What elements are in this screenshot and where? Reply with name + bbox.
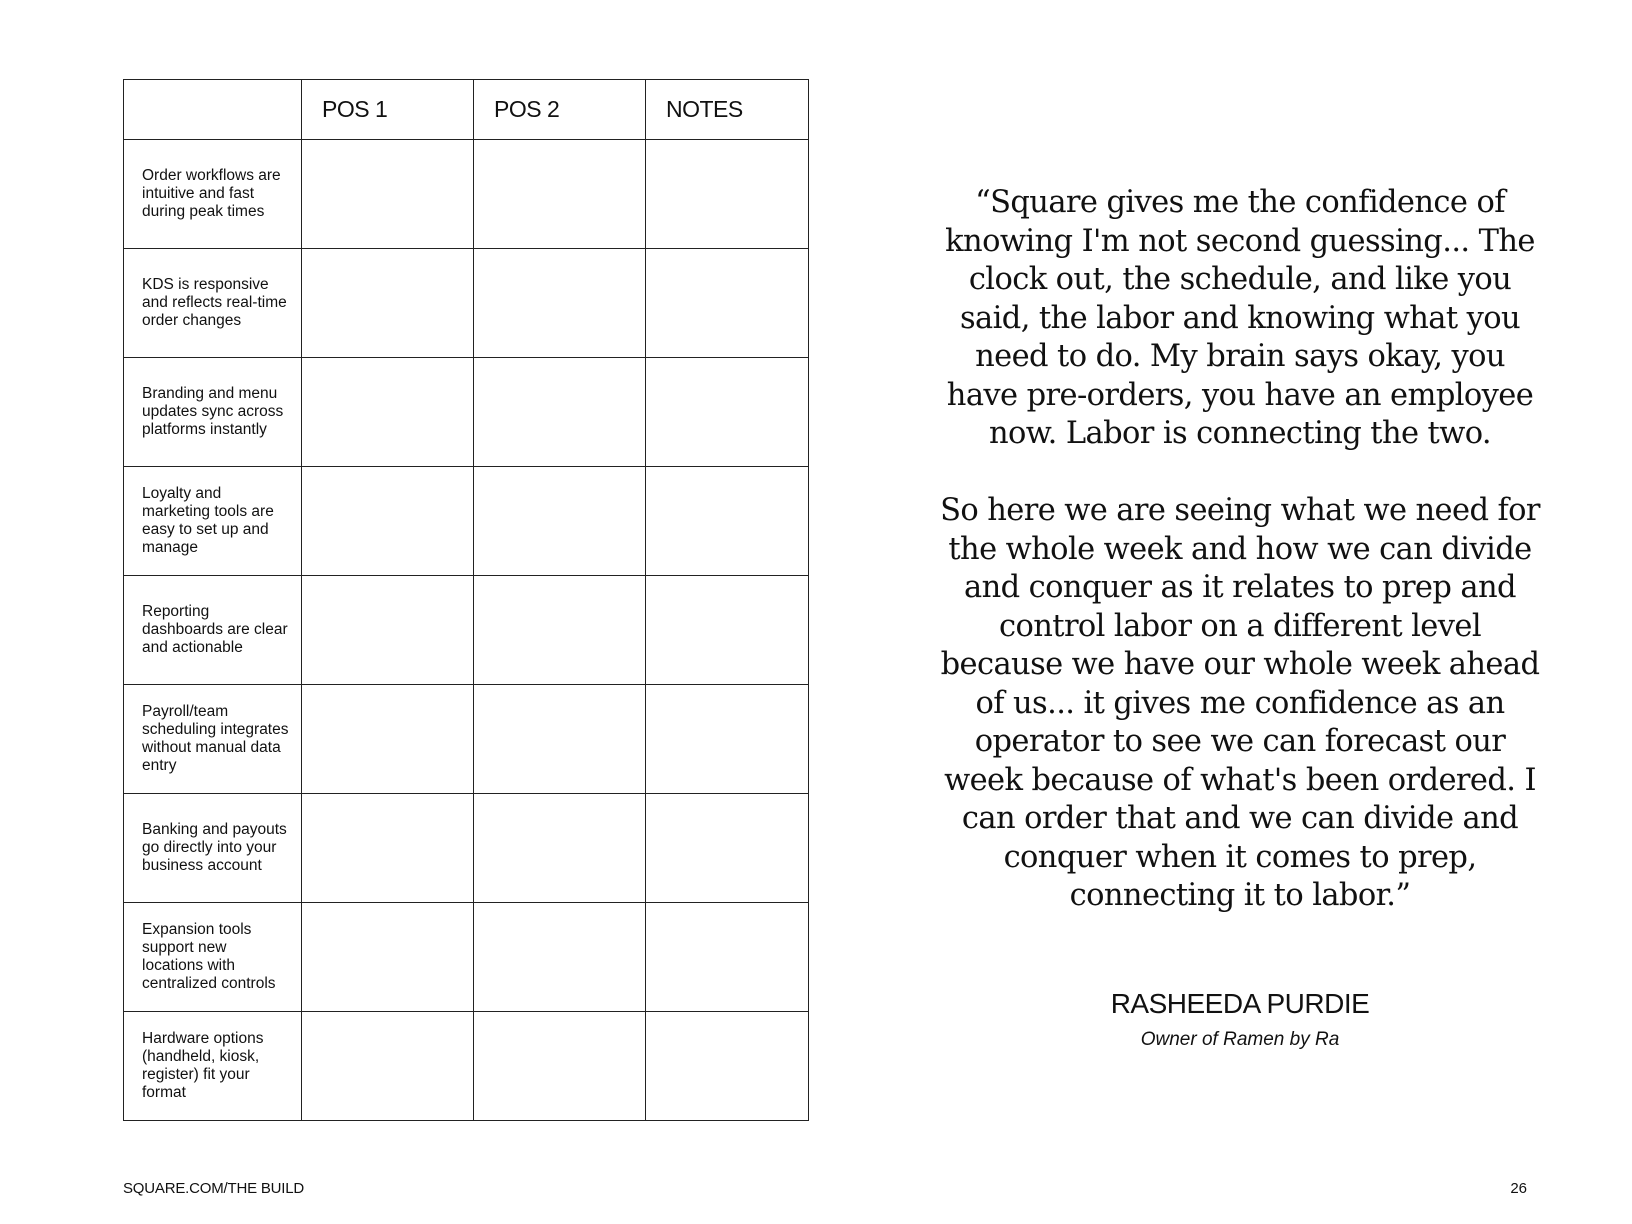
notes-cell [646,903,809,1012]
page-number: 26 [1510,1180,1527,1197]
notes-cell [646,140,809,249]
pos-1-cell [302,249,474,358]
header-criterion [124,80,302,140]
pos-2-cell [474,467,646,576]
notes-cell [646,576,809,685]
criterion-cell: Reporting dashboards are clear and actionable [124,576,302,685]
table-row [124,576,809,685]
criterion-cell: Branding and menu updates sync across platforms instantly [124,358,302,467]
pos-2-cell [474,903,646,1012]
pos-1-cell [302,140,474,249]
notes-cell [646,794,809,903]
table-row [124,794,809,903]
notes-cell [646,358,809,467]
pos-1-cell [302,467,474,576]
pos-2-cell [474,249,646,358]
notes-cell [646,685,809,794]
pos-comparison-table [123,79,809,1121]
footer-website: SQUARE.COM/THE BUILD [123,1180,305,1197]
table-row [124,249,809,358]
notes-cell [646,1012,809,1121]
table-row [124,1012,809,1121]
criterion-cell: Payroll/team scheduling integrates without manual data entry [124,685,302,794]
pos-2-cell [474,1012,646,1121]
pos-1-cell [302,576,474,685]
pos-2-cell [474,685,646,794]
header-pos-1: POS 1 [302,80,474,140]
table-row [124,358,809,467]
criterion-cell: Hardware options (handheld, kiosk, register) fit your format [124,1012,302,1121]
pos-2-cell [474,794,646,903]
pos-2-cell [474,358,646,467]
criterion-cell: Order workflows are intuitive and fast during peak times [124,140,302,249]
quote-paragraph: So here we are seeing what we need for the whole week and how we can divide and conquer as it relates to prep and control labor on a different level because we have our whole week ahead of us... it gives me confidence as an operator to see we can forecast our week because of what's been ordered. I can order that and we can divide and conquer when it comes to prep, connecting it to labor.” [940,493,1540,913]
pos-1-cell [302,1012,474,1121]
quote-author-role: Owner of Ramen by Ra [1140,1029,1340,1050]
pos-1-cell [302,685,474,794]
table-row [124,467,809,576]
pos-2-cell [474,140,646,249]
criterion-cell: KDS is responsive and reflects real-time order changes [124,249,302,358]
quote-paragraph: “Square gives me the confidence of knowing I'm not second guessing... The clock out, the schedule, and like you said, the labor and knowing what you need to do. My brain says okay, you have pre-orders, you have an employee now. Labor is connecting the two. [945,185,1535,451]
table-row [124,903,809,1012]
table-header-row [124,80,809,140]
notes-cell [646,467,809,576]
quote-author-name: RASHEEDA PURDIE [1110,988,1370,1019]
pos-1-cell [302,903,474,1012]
testimonial-quote [940,184,1540,916]
criterion-cell: Loyalty and marketing tools are easy to set up and manage [124,467,302,576]
criterion-cell: Expansion tools support new locations with centralized controls [124,903,302,1012]
pos-1-cell [302,358,474,467]
table-row [124,140,809,249]
pos-2-cell [474,576,646,685]
header-pos-2: POS 2 [474,80,646,140]
header-notes: NOTES [646,80,809,140]
table-row [124,685,809,794]
pos-1-cell [302,794,474,903]
criterion-cell: Banking and payouts go directly into your business account [124,794,302,903]
notes-cell [646,249,809,358]
